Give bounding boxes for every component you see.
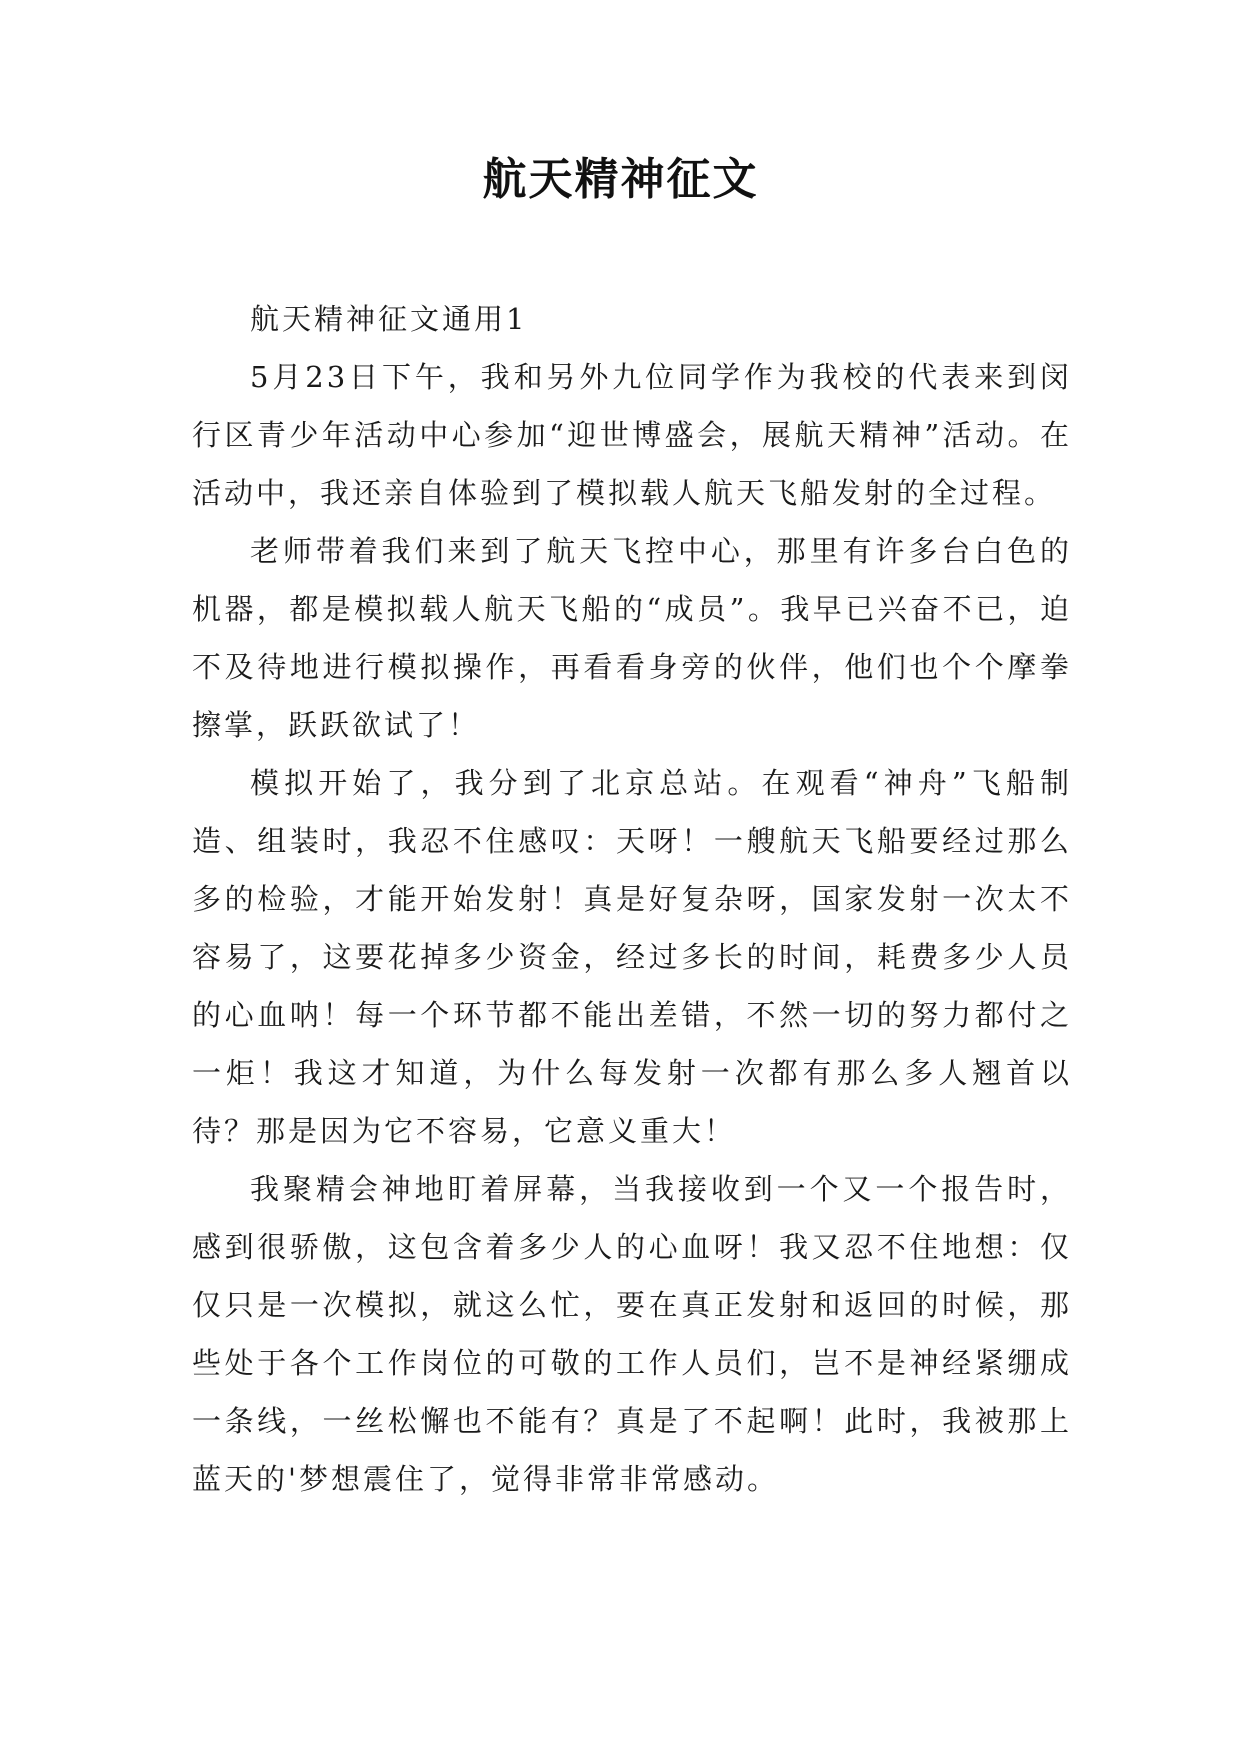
paragraph: 我聚精会神地盯着屏幕，当我接收到一个又一个报告时，感到很骄傲，这包含着多少人的心血呀！我又忍不住地想：仅仅只是一次模拟，就这么忙，要在真正发射和返回的时候，那些处于各个工作岗位的可敬的工作人员们，岂不是神经紧绷成一条线，一丝松懈也不能有？真是了不起啊！此时，我被那上蓝天的'梦想震住了，觉得非常非常感动。 bbox=[192, 1172, 1072, 1496]
paragraph: 老师带着我们来到了航天飞控中心，那里有许多台白色的机器，都是模拟载人航天飞船的“成员”。我早已兴奋不已，迫不及待地进行模拟操作，再看看身旁的伙伴，他们也个个摩拳擦掌，跃跃欲试了！ bbox=[192, 534, 1072, 742]
paragraph-subtitle: 航天精神征文通用1 bbox=[250, 302, 528, 336]
document-body bbox=[192, 290, 1072, 1508]
paragraph: 5月23日下午，我和另外九位同学作为我校的代表来到闵行区青少年活动中心参加“迎世博盛会，展航天精神”活动。在活动中，我还亲自体验到了模拟载人航天飞船发射的全过程。 bbox=[192, 360, 1072, 510]
document-title: 航天精神征文 bbox=[482, 154, 759, 205]
paragraph: 模拟开始了，我分到了北京总站。在观看“神舟”飞船制造、组装时，我忍不住感叹：天呀！一艘航天飞船要经过那么多的检验，才能开始发射！真是好复杂呀，国家发射一次太不容易了，这要花掉多少资金，经过多长的时间，耗费多少人员的心血呐！每一个环节都不能出差错，不然一切的努力都付之一炬！我这才知道，为什么每发射一次都有那么多人翘首以待？那是因为它不容易，它意义重大！ bbox=[192, 766, 1072, 1148]
